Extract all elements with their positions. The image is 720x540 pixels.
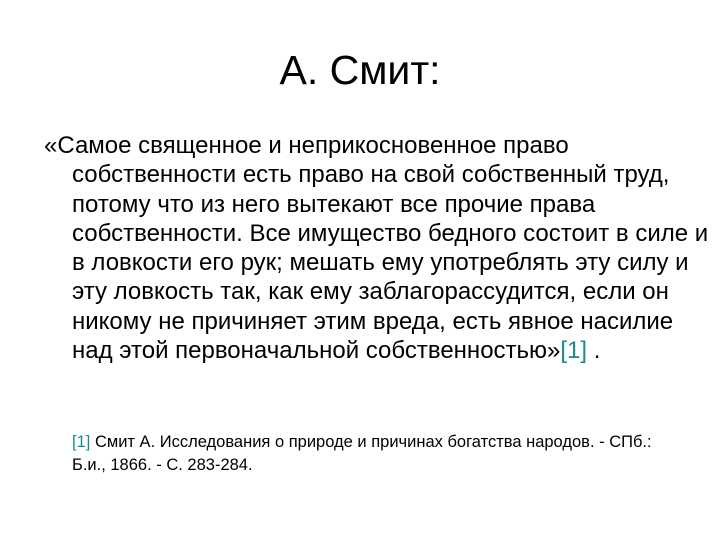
- quote-trailing-period: .: [587, 337, 601, 365]
- footnote-reference-link[interactable]: [1]: [560, 337, 588, 365]
- footnote-text: Смит А. Исследования о природе и причинах богатства народов. - СПб.: Б.и., 1866. - С. 283-284.: [72, 433, 652, 474]
- quote-text: «Самое священное и неприкосновенное право собственности есть право на свой собственный труд, потому что из него вытекают все прочие права собственности. Все имущество бедного состоит в силе и в ловкости его рук; мешать ему употреблять эту силу и эту ловкость так, как ему заблагорассудится, если он никому не причиняет этим вреда, есть явное насилие над этой первоначальной собственностью»: [44, 132, 709, 365]
- footnote: [72, 431, 672, 477]
- slide-title: А. Смит:: [279, 47, 441, 93]
- footnote-marker[interactable]: [1]: [72, 433, 91, 451]
- quote-paragraph: [44, 131, 712, 365]
